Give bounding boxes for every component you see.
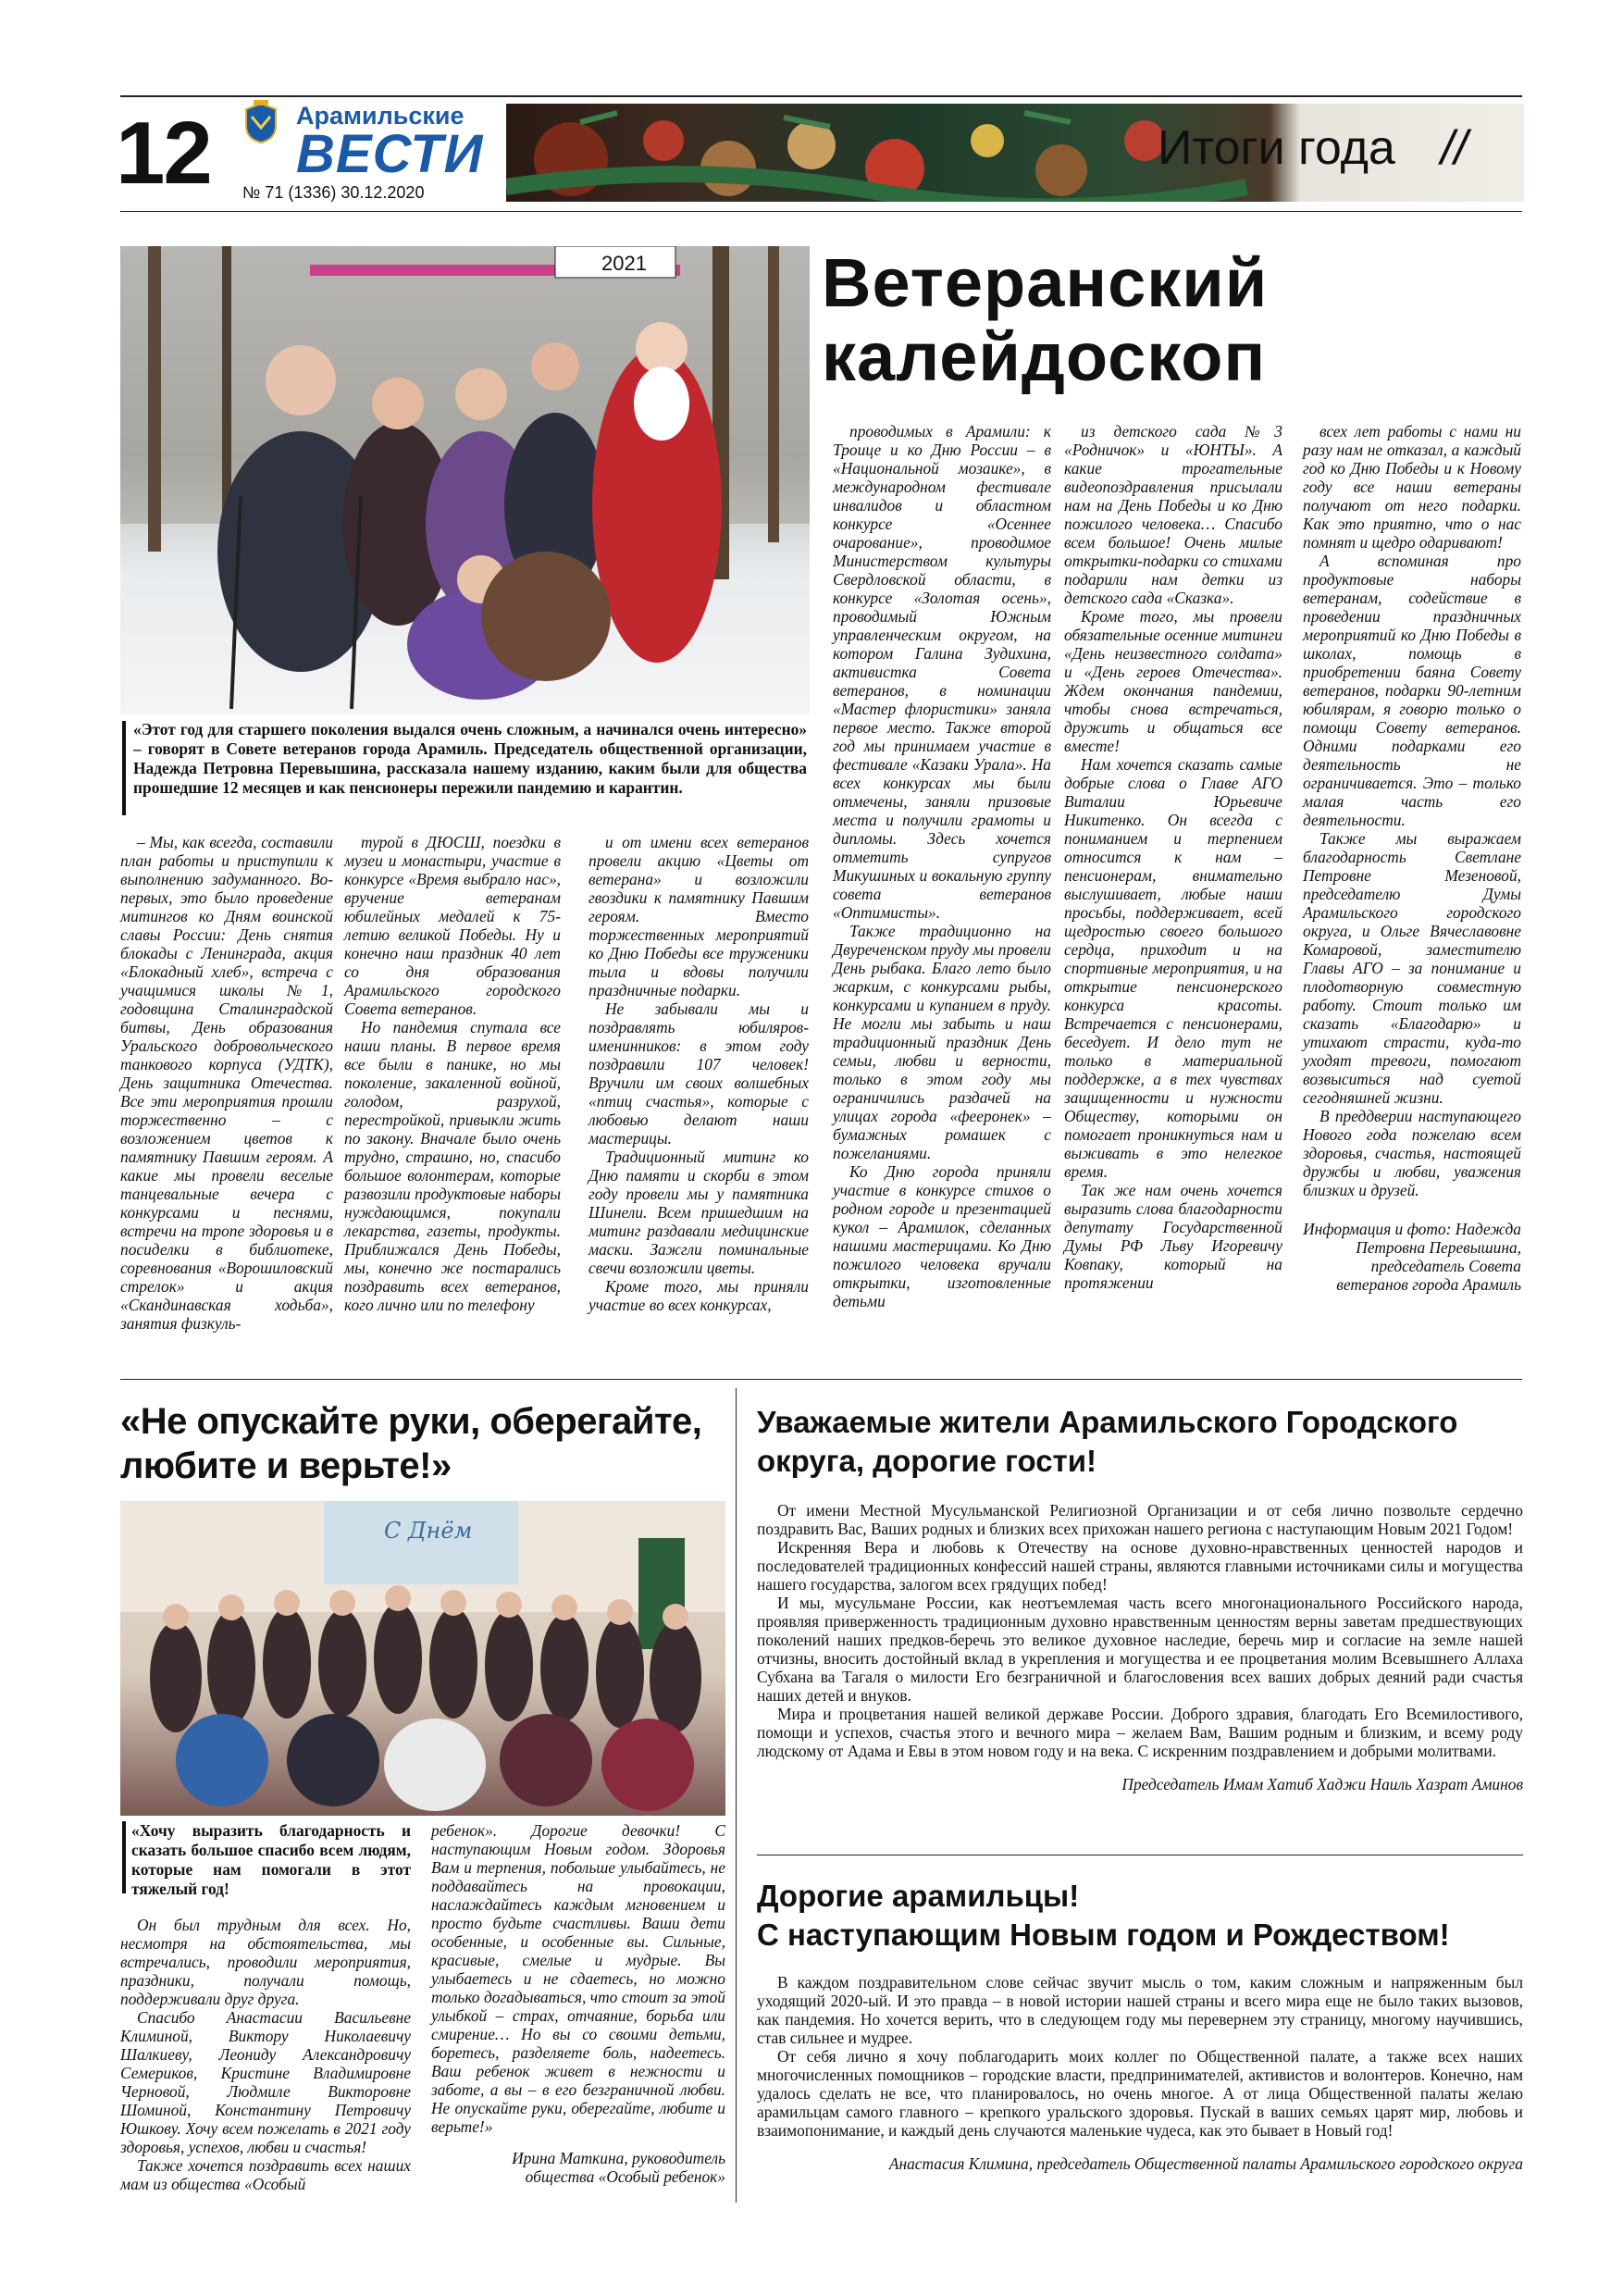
veterans-photo <box>120 246 810 714</box>
brand-logo: ВЕСТИ <box>296 124 484 184</box>
article3-body <box>757 1501 1523 1793</box>
article1-col4-p3: Ко Дню города приняли участие в конкурсе стихов о родном городе и презентацией кукол – Арамилок, сделанных нашими мастерицами. Ко Дню пожилого человека вручали открытки, изготовленные детьми <box>833 1162 1051 1310</box>
photo-sign-text: С Днём <box>384 1518 473 1544</box>
article1-title-line2: калейдоскоп <box>822 318 1267 395</box>
issue-number: № 71 (1336) 30.12.2020 <box>242 183 425 202</box>
article1-col4-p1: проводимых в Арамили: к Троице и ко Дню России – в «Национальной мозаике», в международном фестивале инвалидов и областном конкурсе «Осеннее очарование», проводимое Министерством культуры Свердловской области, в конкурсе «Золотая осень», проводимый Южным управленческим округом, на котором Галина Зудихина, активистка Совета ветеранов, в номинации «Мастер флористики» заняла первое место. Также второй год мы принимаем участие в фестивале «Казаки Урала». На всех конкурсах мы были отмечены, заняли призовые места и получили грамоты и дипломы. Здесь хочется отметить супругов Микушиных и вокальную группу совета ветеранов «Оптимисты». <box>833 422 1051 922</box>
article3-p3: И мы, мусульмане России, как неотъемлемая часть всего многонационального Российского народа, проявляя приверженность традиционным духовно нравственным ценностям верны заветам предшествующих поколений наших предков-беречь это великое духовное наследие, беречь мир и согласие на земле нашей отчизны, вносить достойный вклад в укрепления и могущества и ее процветания молим Всевышнего Аллаха Субхана ва Тагаля о милости Его безграничной и благословения всех ваших добрых деяний ради счастья наших детей и внуков. <box>757 1594 1523 1705</box>
article2-lead: «Хочу выразить благодарность и сказать большое спасибо всем людям, которые нам помогали в этот тяжелый год! <box>131 1821 411 1898</box>
article2-signature: Ирина Маткина, руководитель общества «Особый ребенок» <box>512 2149 725 2186</box>
article3-signature: Председатель Имам Хатиб Хаджи Наиль Хазрат Аминов <box>1121 1775 1523 1793</box>
article1-col3-p3: Традиционный митинг ко Дню памяти и скорби в этом году провели мы у памятника Шинели. Всем пришедшим на митинг раздавали медицинские маски. Зажгли поминальные свечи возложили цветы. <box>588 1148 809 1277</box>
article1-col5-p4: Так же нам очень хочется выразить слова благодарности депутату Государственной Думы РФ Льву Игоревичу Ковпаку, который на протяжении <box>1064 1181 1282 1292</box>
article1-col5 <box>1064 422 1282 1292</box>
article1-col5-p2: Кроме того, мы провели обязательные осенние митинги «День неизвестного солдата» и «День героев Отечества». Ждем окончания пандемии, чтобы снова встречаться, дружить и общаться все вместе! <box>1064 607 1282 755</box>
article1-col2-p2: Но пандемия спутала все наши планы. В первое время все были в панике, но мы поколение, закаленной войной, голодом, разрухой, перестройкой, привыкли жить по закону. Вначале было очень трудно, страшно, но, спасибо большое волонтерам, которые развозили продуктовые наборы нуждающимся, покупали лекарства, газеты, продукты. Приближался День Победы, мы, конечно же постарались поздравить всех ветеранов, кого лично или по телефону <box>344 1018 561 1314</box>
article1-signature: Информация и фото: Надежда Петровна Перевышина, председатель Совета ветеранов города Арамиль <box>1303 1220 1521 1294</box>
article4-p1: В каждом поздравительном слове сейчас звучит мысль о том, каким сложным и напряженным был уходящий 2020-ый. И это правда – в новой истории нашей страны и всего мира еще не было таких вызовов, как пандемия. Но хочется верить, что в следующем году мы перевернем эту страницу, многому научившись, став сильнее и мудрее. <box>757 1973 1523 2047</box>
article1-col6-p4: В преддверии наступающего Нового года пожелаю всем здоровья, счастья, настоящей дружбы и любви, уважения близких и друзей. <box>1303 1107 1521 1199</box>
article1-col3-p1: и от имени всех ветеранов провели акцию «Цветы от ветерана» и возложили гвоздики к памятнику Павшим героям. Вместо торжественных мероприятий ко Дню Победы все труженики тыла и вдовы получили праздничные подарки. <box>588 833 809 999</box>
top-rule <box>120 95 1522 97</box>
article4-title-line1: Дорогие арамильцы! <box>757 1879 1080 1913</box>
lead-bar <box>122 721 126 815</box>
article1-col1: – Мы, как всегда, составили план работы и приступили к выполнению задуманного. Во-первых, это было проведение митингов ко Дням воинской славы России: День снятия блокады с Ленинграда, акция «Блокадный хлеб», встреча с учащимися школы №1, годовщина Сталинградской битвы, День образования Уральского добровольческого танкового корпуса (УДТК), День защитника Отечества. Все эти мероприятия прошли торжественно – с возложением цветов к памятнику Павшим героям. А какие мы провели веселые танцевальные вечера с конкурсами и песнями, встречи на тропе здоровья и в посиделки в библиотеке, соревнования «Ворошиловский стрелок» и акция «Скандинавская ходьба», занятия физкуль- <box>120 833 333 1333</box>
article1-col5-p1: из детского сада №3 «Родничок» и «ЮНТЫ». А какие трогательные видеопоздравления присылали нам на День Победы и ко Дню пожилого человека… Спасибо всем большое! Очень милые открытки-подарки со стихами подарили нам детки из детского сада «Сказка». <box>1064 422 1282 607</box>
article1-col3-p4: Кроме того, мы приняли участие во всех конкурсах, <box>588 1277 809 1314</box>
article2-lead-bar <box>122 1821 126 1893</box>
article1-col4 <box>833 422 1051 1310</box>
article1-col3-p2: Не забывали мы и поздравлять юбиляров-именинников: в этом году поздравили 107 человек! Вручили им своих волшебных «птиц счастья», которые с любовью делают наши мастерицы. <box>588 999 809 1148</box>
article4-p2: От себя лично я хочу поблагодарить моих коллег по Общественной палате, а также всех наших многочисленных помощников – городские власти, предпринимателей, активистов и волонтеров. Конечно, нам удалось сделать не все, что планировалось, но очень многое. А от лица Общественной палаты желаю арамильцам самого главного – крепкого уральского здоровья. Пускай в ваших семьях царят мир, любовь и взаимопонимание, и каждый день случаются маленькие чудеса, как это бывает в Новый год! <box>757 2047 1523 2140</box>
group-photo <box>120 1501 725 1816</box>
article1-col4-p2: Также традиционно на Двуреченском пруду мы провели День рыбака. Благо лето было жарким, с конкурсами рыбы, конкурсами и купанием в пруду. Не могли мы забыть и наш традиционный праздник День семьи, любви и верности, только в этом году мы ограничились раздачей на улицах города «фееронек» – бумажных ромашек с пожеланиями. <box>833 922 1051 1162</box>
article4-title-line2: С наступающим Новым годом и Рождеством! <box>757 1917 1450 1952</box>
section-banner <box>506 104 1524 202</box>
article2-col2 <box>431 1821 725 2202</box>
article2-col1-p3: Также хочется поздравить всех наших мам из общества «Особый <box>120 2156 411 2193</box>
article1-col6-p2: А вспоминая про продуктовые наборы ветеранам, содействие в проведении праздничных мероприятий ко Дню Победы в школах, помощь в приобретении баяна Совету ветеранов, подарки 90-летним юбилярам, я говорю только о помощи Совету ветеранов. Одними подарками его деятельность не ограничивается. Это – только малая часть его деятельности. <box>1303 552 1521 829</box>
article1-col6 <box>1303 422 1521 1309</box>
article1-col2 <box>344 833 561 1314</box>
article1-lead: «Этот год для старшего поколения выдался очень сложным, а начинался очень интересно» – говорят в Совете ветеранов города Арамиль. Председатель общественной организации, Надежда Петровна Перевышина, рассказала нашему изданию, каким были для общества прошедшие 12 месяцев и как пенсионеры пережили пандемию и карантин. <box>133 720 807 797</box>
article2-col2-p1: ребенок». Дорогие девочки! С наступающим Новым годом. Здоровья Вам и терпения, побольше улыбайтесь, не поддавайтесь на провокации, наслаждайтесь каждым мгновением и просто будьте счастливы. Ваши дети особенные, и особенные вы. Сильные, красивые, смелые и мудрые. Вы улыбаетесь и не сдаетесь, но можно только догадываться, что стоит за этой улыбкой – страх, отчаяние, борьба или смирение… Но вы со своими детьми, боретесь, разделяете боль, надеетесь. Ваш ребенок живет в нежности и заботе, а вы – в его безграничной любви. Не опускайте руки, оберегайте, любите и верьте!» <box>431 1821 725 2136</box>
article1-col2-p1: турой в ДЮСШ, поездки в музеи и монастыри, участие в конкурсе «Время выбрало нас», вручение ветеранам юбилейных медалей к 75-летию великой Победы. Ну и конечно наш праздник 40 лет со дня образования Арамильского городского Совета ветеранов. <box>344 833 561 1018</box>
article1-col3 <box>588 833 809 1314</box>
header-bottom-rule <box>120 211 1522 212</box>
brand-top: Арамильские <box>296 102 465 130</box>
coat-of-arms-icon <box>242 100 279 144</box>
article3-title: Уважаемые жители Арамильского Городского округа, дорогие гости! <box>757 1405 1458 1478</box>
photo-banner-text: 2021 <box>601 252 647 275</box>
article2-col1 <box>120 1916 411 2193</box>
middle-rule <box>120 1379 1522 1380</box>
article1-col6-p3: Также мы выражаем благодарность Светлане Петровне Мезеновой, председателю Думы Арамильского городского округа, и Ольге Вячеславовне Комаровой, заместителю Главы АГО – за понимание и плодотворную совместную работу. Стоит только им сказать «Благодарю» и утихают страсти, куда-то уходят тревоги, помогают возвыситься над суетой сегодняшней жизни. <box>1303 829 1521 1107</box>
article1-col5-p3: Нам хочется сказать самые добрые слова о Главе АГО Виталии Юрьевиче Никитенко. Он всегда с пониманием и терпением относится к нам – пенсионерам, внимательно выслушивает, любые наши просьбы, поддерживает, всей щедростью своего большого сердца, приходит и на спортивные мероприятия, и на открытие пенсионерского конкурса красоты. Встречается с пенсионерами, беседует. И дело тут не только в материальной поддержке, а в тех чувствах защищенности и нужности Обществу, которыми он помогает проникнуться нам и выживать в это нелегкое время. <box>1064 755 1282 1181</box>
vertical-divider <box>736 1388 737 2203</box>
article3-p1: От имени Местной Мусульманской Религиозной Организации и от себя лично позвольте сердечно поздравить Вас, Ваших родных и близких всех прихожан нашего региона с наступающим Новым 2021 Годом! <box>757 1501 1523 1538</box>
article1-title-line1: Ветеранский <box>822 244 1269 321</box>
article4-signature: Анастасия Климина, председатель Общественной палаты Арамильского городского округа <box>888 2154 1523 2173</box>
page-number: 12 <box>116 104 211 203</box>
article2-col1-p2: Спасибо Анастасии Васильевне Климиной, Виктору Николаевичу Шалкиеву, Леониду Александровичу Семериков, Кристине Владимировне Черновой, Людмиле Викторовне Шоминой, Константину Петровичу Юшкову. Хочу всем пожелать в 2021 году здоровья, успехов, любви и счастья! <box>120 2008 411 2156</box>
article1-col6-p1: всех лет работы с нами ни разу нам не отказал, а каждый год ко Дню Победы и к Новому году все наши ветераны получают от него подарки. Как это приятно, что о нас помнят и щедро одаривают! <box>1303 422 1521 552</box>
section-title: Итоги года <box>1158 121 1395 175</box>
section-mark: // <box>1441 121 1468 175</box>
article4-body <box>757 1973 1523 2173</box>
article3-p4: Мира и процветания нашей великой державе России. Доброго здравия, благодать Его Всемилостивого, помощи и успехов, счастья этого и вечного мира – желаем Вам, Вашим родным и близким, и всему роду людскому от Адама и Евы в этом новом году и на века. С искренним поздравлением и добрыми молитвами. <box>757 1705 1523 1760</box>
article2-col1-p1: Он был трудным для всех. Но, несмотря на обстоятельства, мы встречались, проводили мероприятия, праздники, получали помощь, поддерживали друг друга. <box>120 1916 411 2008</box>
article2-title: «Не опускайте руки, оберегайте, любите и верьте!» <box>120 1401 702 1486</box>
article3-p2: Искренняя Вера и любовь к Отечеству на основе духовно-нравственных ценностей народов и последователей традиционных конфессий нашей страны, являются главными источниками силы и могущества нашего государства, залогом всех грядущих побед! <box>757 1538 1523 1594</box>
